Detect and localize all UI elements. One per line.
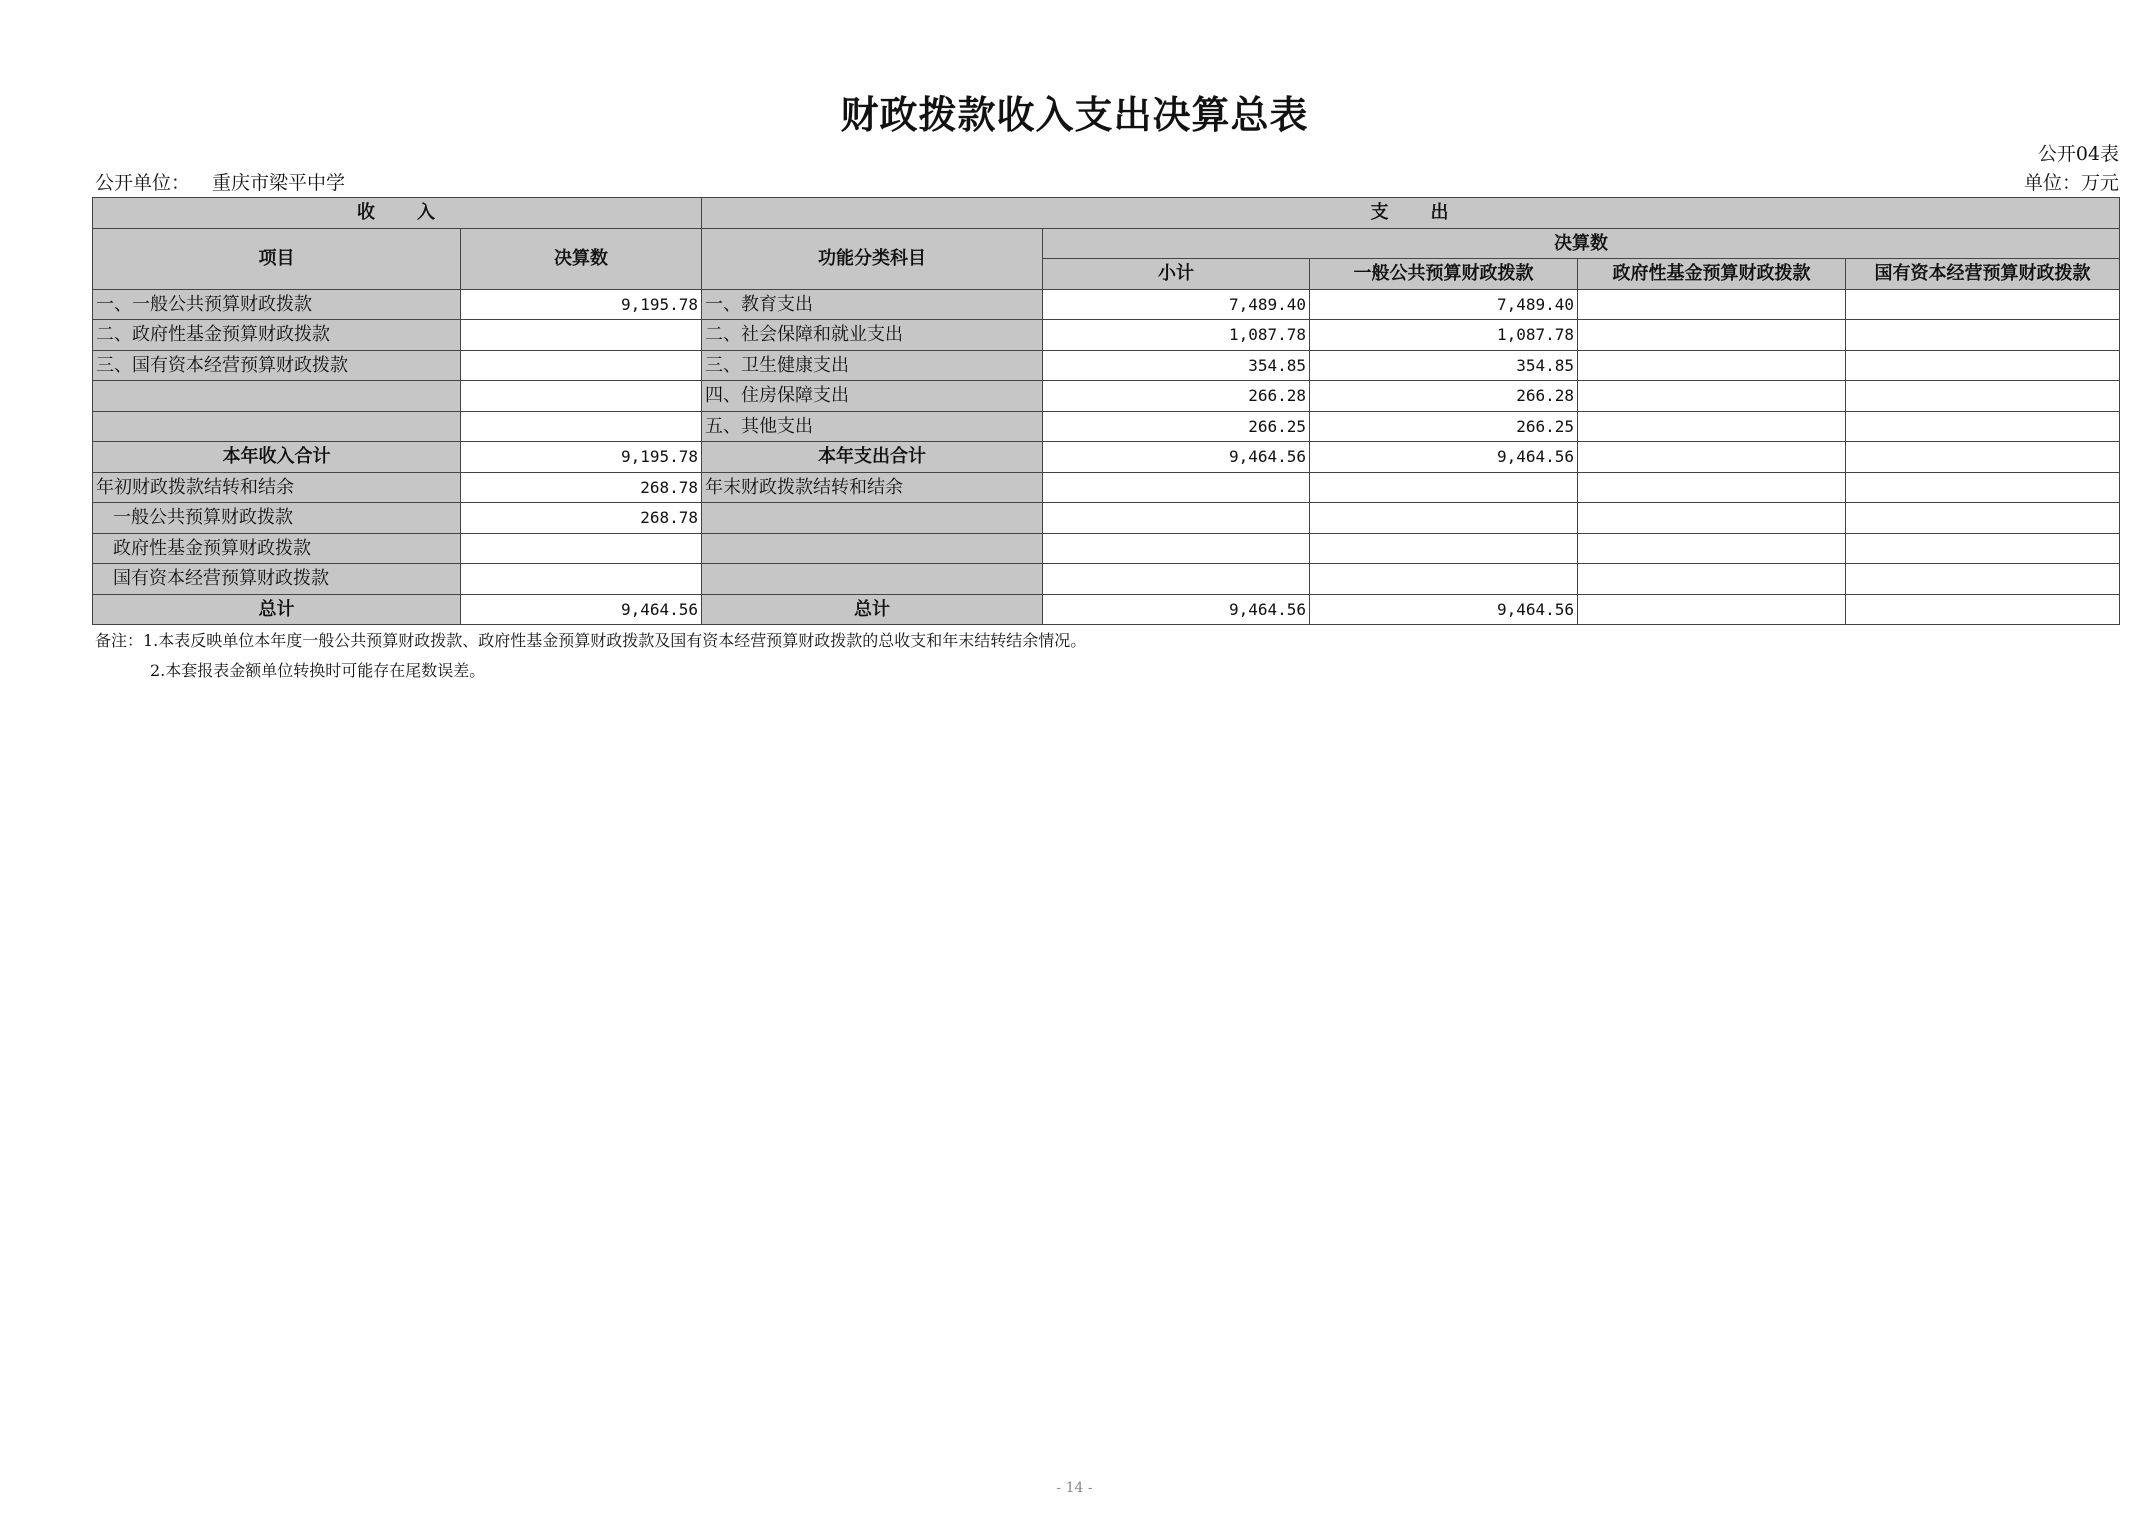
budget-table xyxy=(92,197,2120,625)
income-amount xyxy=(461,564,702,595)
income-amount: 9,195.78 xyxy=(461,442,702,473)
expense-item: 二、社会保障和就业支出 xyxy=(702,320,1043,351)
expense-state-capital xyxy=(1846,472,2120,503)
expense-gov-fund xyxy=(1578,381,1846,412)
table-header-row xyxy=(93,228,2120,259)
expense-subtotal xyxy=(1043,472,1310,503)
expense-subtotal: 1,087.78 xyxy=(1043,320,1310,351)
expense-general xyxy=(1310,533,1578,564)
income-item: 政府性基金预算财政拨款 xyxy=(93,533,461,564)
income-amount xyxy=(461,411,702,442)
header-state-capital: 国有资本经营预算财政拨款 xyxy=(1846,259,2120,290)
expense-state-capital xyxy=(1846,533,2120,564)
income-item: 三、国有资本经营预算财政拨款 xyxy=(93,350,461,381)
expense-item xyxy=(702,533,1043,564)
expense-state-capital xyxy=(1846,289,2120,320)
expense-general xyxy=(1310,564,1578,595)
expense-subtotal: 266.25 xyxy=(1043,411,1310,442)
header-category: 功能分类科目 xyxy=(702,228,1043,289)
currency-unit: 单位：万元 xyxy=(2023,172,2119,194)
footnote: 2.本套报表金额单位转换时可能存在尾数误差。 xyxy=(150,661,486,680)
expense-state-capital xyxy=(1846,564,2120,595)
income-amount: 268.78 xyxy=(461,503,702,534)
expense-item: 一、教育支出 xyxy=(702,289,1043,320)
income-item: 二、政府性基金预算财政拨款 xyxy=(93,320,461,351)
expense-gov-fund xyxy=(1578,350,1846,381)
income-item: 本年收入合计 xyxy=(93,442,461,473)
expense-item: 四、住房保障支出 xyxy=(702,381,1043,412)
expense-state-capital xyxy=(1846,503,2120,534)
page-number: - 14 - xyxy=(1056,1480,1093,1496)
table-row xyxy=(93,472,2120,503)
expense-item: 五、其他支出 xyxy=(702,411,1043,442)
header-subtotal: 小计 xyxy=(1043,259,1310,290)
expense-subtotal xyxy=(1043,564,1310,595)
table-row-total xyxy=(93,442,2120,473)
header-item: 项目 xyxy=(93,228,461,289)
expense-gov-fund xyxy=(1578,320,1846,351)
expense-general: 9,464.56 xyxy=(1310,594,1578,625)
expense-state-capital xyxy=(1846,442,2120,473)
income-amount: 9,195.78 xyxy=(461,289,702,320)
header-general: 一般公共预算财政拨款 xyxy=(1310,259,1578,290)
expense-item: 总计 xyxy=(702,594,1043,625)
expense-subtotal: 9,464.56 xyxy=(1043,442,1310,473)
income-item: 一般公共预算财政拨款 xyxy=(93,503,461,534)
expense-subtotal: 354.85 xyxy=(1043,350,1310,381)
income-item xyxy=(93,381,461,412)
income-item: 国有资本经营预算财政拨款 xyxy=(93,564,461,595)
income-amount xyxy=(461,350,702,381)
expense-gov-fund xyxy=(1578,289,1846,320)
expense-general: 9,464.56 xyxy=(1310,442,1578,473)
expense-gov-fund xyxy=(1578,564,1846,595)
income-item xyxy=(93,411,461,442)
reporting-unit xyxy=(95,168,345,195)
income-item: 年初财政拨款结转和结余 xyxy=(93,472,461,503)
expense-subtotal xyxy=(1043,503,1310,534)
expense-item: 三、卫生健康支出 xyxy=(702,350,1043,381)
expense-general: 266.28 xyxy=(1310,381,1578,412)
header-amount: 决算数 xyxy=(461,228,702,289)
header-gov-fund: 政府性基金预算财政拨款 xyxy=(1578,259,1846,290)
expense-gov-fund xyxy=(1578,533,1846,564)
expense-subtotal xyxy=(1043,533,1310,564)
header-final: 决算数 xyxy=(1043,228,2120,259)
expense-general xyxy=(1310,503,1578,534)
expense-general: 266.25 xyxy=(1310,411,1578,442)
income-amount xyxy=(461,533,702,564)
table-row-grand-total xyxy=(93,594,2120,625)
expense-general: 1,087.78 xyxy=(1310,320,1578,351)
income-amount: 268.78 xyxy=(461,472,702,503)
header-expense: 支 出 xyxy=(702,198,2120,229)
expense-general xyxy=(1310,472,1578,503)
table-row xyxy=(93,350,2120,381)
income-amount: 9,464.56 xyxy=(461,594,702,625)
expense-gov-fund xyxy=(1578,594,1846,625)
income-amount xyxy=(461,320,702,351)
expense-gov-fund xyxy=(1578,472,1846,503)
expense-gov-fund xyxy=(1578,411,1846,442)
table-row xyxy=(93,289,2120,320)
expense-subtotal: 7,489.40 xyxy=(1043,289,1310,320)
income-item: 一、一般公共预算财政拨款 xyxy=(93,289,461,320)
income-amount xyxy=(461,381,702,412)
table-row xyxy=(93,411,2120,442)
reporting-unit-name: 重庆市梁平中学 xyxy=(212,172,346,194)
expense-item xyxy=(702,503,1043,534)
table-header-row xyxy=(93,198,2120,229)
table-row xyxy=(93,564,2120,595)
expense-gov-fund xyxy=(1578,442,1846,473)
reporting-unit-label: 公开单位： xyxy=(95,172,191,194)
expense-general: 7,489.40 xyxy=(1310,289,1578,320)
expense-state-capital xyxy=(1846,594,2120,625)
expense-general: 354.85 xyxy=(1310,350,1578,381)
expense-state-capital xyxy=(1846,381,2120,412)
page-title: 财政拨款收入支出决算总表 xyxy=(840,93,1309,137)
expense-item: 年末财政拨款结转和结余 xyxy=(702,472,1043,503)
form-number: 公开04表 xyxy=(2037,143,2119,165)
income-item: 总计 xyxy=(93,594,461,625)
expense-subtotal: 266.28 xyxy=(1043,381,1310,412)
expense-state-capital xyxy=(1846,411,2120,442)
footnote: 备注：1.本表反映单位本年度一般公共预算财政拨款、政府性基金预算财政拨款及国有资本经营预算财政拨款的总收支和年末结转结余情况。 xyxy=(95,631,1087,650)
table-row xyxy=(93,533,2120,564)
expense-item: 本年支出合计 xyxy=(702,442,1043,473)
table-row xyxy=(93,320,2120,351)
expense-subtotal: 9,464.56 xyxy=(1043,594,1310,625)
table-row xyxy=(93,381,2120,412)
expense-gov-fund xyxy=(1578,503,1846,534)
expense-item xyxy=(702,564,1043,595)
header-income: 收 入 xyxy=(93,198,702,229)
expense-state-capital xyxy=(1846,350,2120,381)
expense-state-capital xyxy=(1846,320,2120,351)
table-row xyxy=(93,503,2120,534)
